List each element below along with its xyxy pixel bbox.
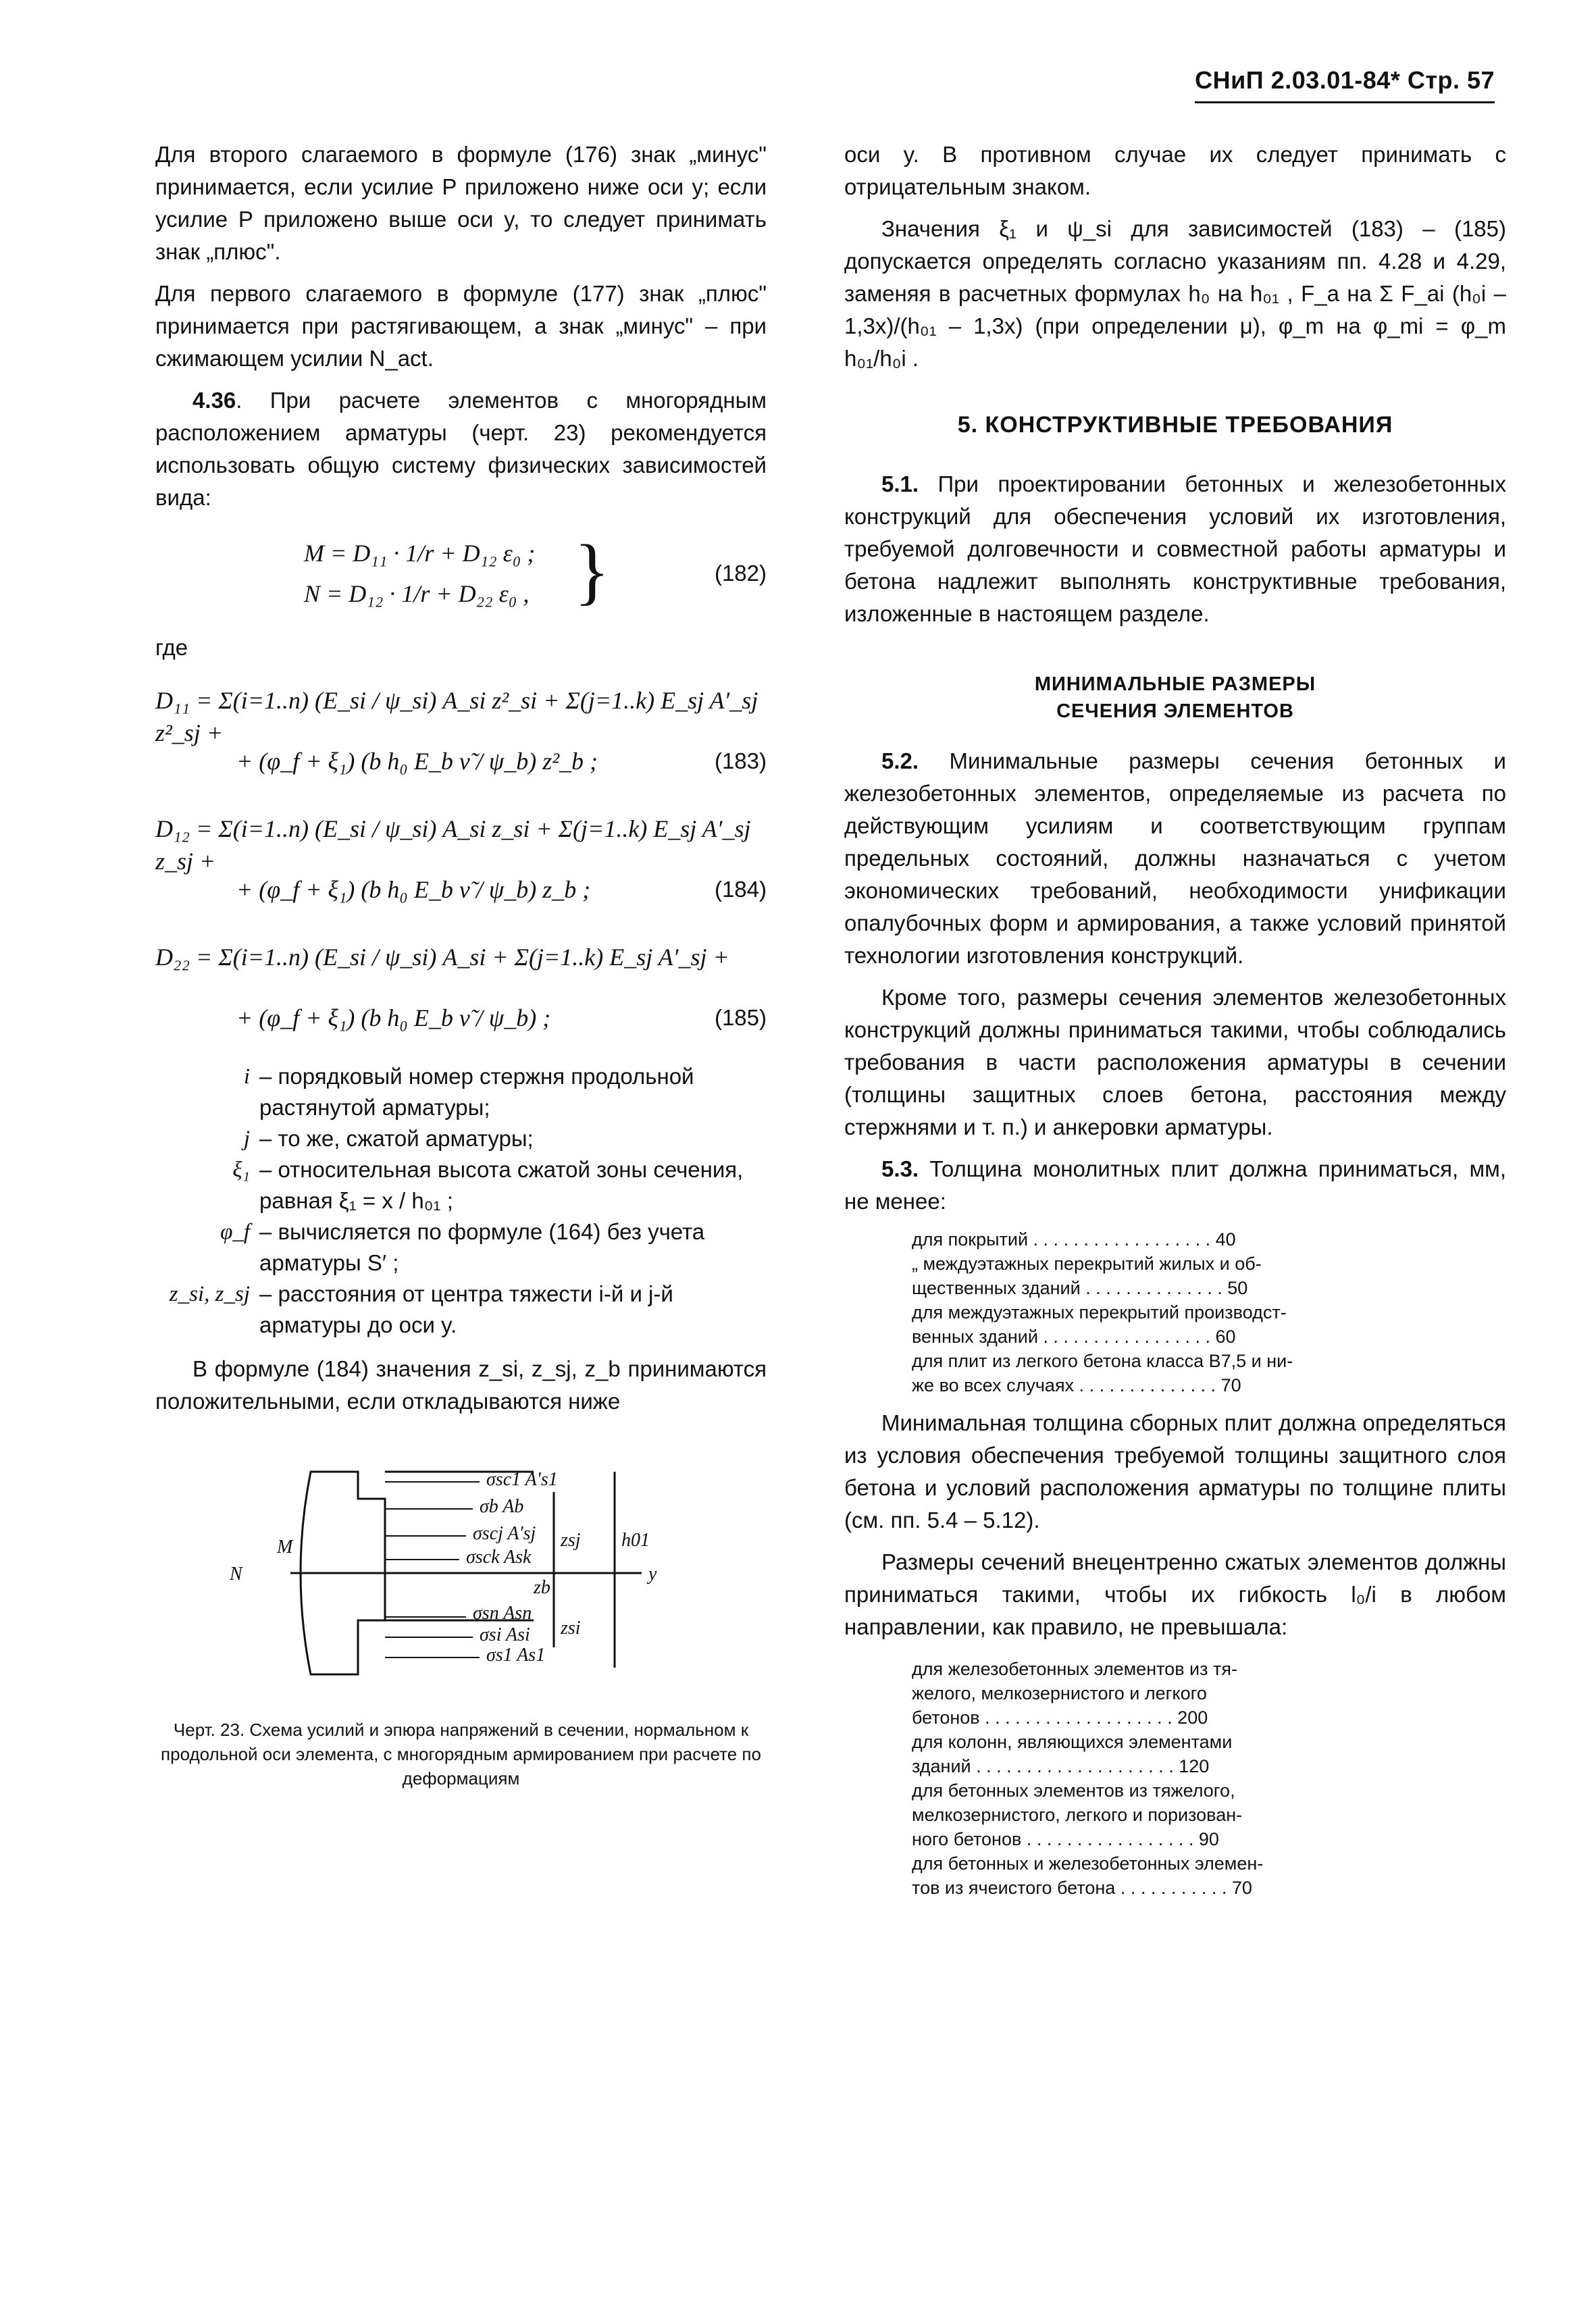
- clause-number: 4.36: [192, 388, 236, 413]
- figure-23-diagram: [155, 1445, 767, 1708]
- list-item: щественных зданий . . . . . . . . . . . . . . 50: [912, 1278, 1248, 1298]
- figure-23-caption: Черт. 23. Схема усилий и эпюра напряжений в сечении, нормальном к продольной оси элемента, с многорядным армированием при расчете по деформациям: [161, 1720, 761, 1789]
- definition-symbol: φ_f: [220, 1220, 250, 1244]
- left-column: [155, 138, 767, 1791]
- formula-185-part2: + (φ_f + ξ₁) (b h₀ E_b ν̃ / ψ_b) ;: [236, 1004, 551, 1031]
- label-sigma-sc1: σsc1 A′s1: [486, 1469, 558, 1490]
- paragraph-5-3: [844, 1153, 1506, 1218]
- label-zsj: zsj: [561, 1530, 581, 1551]
- formula-183-line2: [155, 731, 767, 792]
- formula-182-line2: N = D₁₂ · 1/r + D₂₂ ε₀ ,: [304, 580, 530, 607]
- label-h01: h01: [621, 1530, 650, 1551]
- clause-text: При проектировании бетонных и железобетонных конструкций для обеспечения условий их изготовления, требуемой долговечности и совместной работы арматуры и бетона надлежит выполнять конструктивные требования, изложенные в настоящем разделе.: [844, 471, 1507, 626]
- list-item: венных зданий . . . . . . . . . . . . . . . . . 60: [912, 1327, 1236, 1347]
- label-sigma-sck: σsck Ask: [466, 1547, 532, 1568]
- definition-symbol: i: [243, 1064, 250, 1089]
- page-header: СНиП 2.03.01-84* Стр. 57: [1195, 66, 1495, 103]
- list-item: для плит из легкого бетона класса В7,5 и ни-: [912, 1351, 1293, 1371]
- formula-183-line1: [155, 671, 767, 746]
- formula-183-part1: D₁₁ = Σ(i=1..n) (E_si / ψ_si) A_si z²_si + Σ(j=1..k) E_sj A′_sj z²_sj +: [155, 687, 758, 746]
- right-column: [844, 138, 1506, 1900]
- clause-text: Минимальные размеры сечения бетонных и железобетонных элементов, определяемые из расчета по действующим усилиям и соответствующим группам предельных состояний, должны назначаться с учетом экономических требований, необходимости унификации опалубочных форм и армирования, а также условий принятой технологии изготовления конструкций.: [844, 748, 1506, 968]
- formula-185-part1: D₂₂ = Σ(i=1..n) (E_si / ψ_si) A_si + Σ(j=1..k) E_sj A′_sj +: [155, 944, 729, 971]
- definition-item: [155, 1061, 767, 1123]
- label-sigma-b: σb Ab: [480, 1496, 524, 1517]
- paragraph-5-1: [844, 468, 1506, 630]
- section-heading-5: 5. КОНСТРУКТИВНЫЕ ТРЕБОВАНИЯ: [957, 412, 1393, 438]
- paragraph-sign-177: Для первого слагаемого в формуле (177) знак „плюс" принимается при растягивающем, а знак „минус" – при сжимающем усилии N_act.: [155, 281, 767, 371]
- definition-symbol: ξ₁: [232, 1158, 250, 1182]
- paragraph-precast-slabs: Минимальная толщина сборных плит должна определяться из условия обеспечения требуемой толщины защитного слоя бетона и условий расположения арматуры по толщине плиты (см. пп. 5.4 – 5.12).: [844, 1410, 1506, 1533]
- slab-thickness-list: [912, 1227, 1439, 1397]
- paragraph-xi-psi: Значения ξ₁ и ψ_si для зависимостей (183) – (185) допускается определять согласно указаниям пп. 4.28 и 4.29, заменяя в расчетных формулах h₀ на h₀₁ , F_a на Σ F_ai (h₀i – 1,3x)/(h₀₁ – 1,3x) (при определении μ), φ_m на φ_mi = φ_m h₀₁/h₀i .: [844, 216, 1506, 371]
- list-item: мелкозернистого, легкого и поризован-: [912, 1805, 1243, 1825]
- formula-183-number: (183): [714, 748, 767, 773]
- clause-number: 5.2.: [881, 748, 919, 773]
- paragraph-sign-176: Для второго слагаемого в формуле (176) знак „минус" принимается, если усилие P приложено ниже оси y; если усилие P приложено выше оси y, то следует принимать знак „плюс".: [155, 142, 767, 264]
- definition-item: [155, 1279, 767, 1341]
- formula-184-number: (184): [714, 877, 767, 902]
- formula-182-number: (182): [714, 561, 767, 586]
- clause-number: 5.1.: [881, 471, 919, 496]
- list-item: для колонн, являющихся элементами: [912, 1732, 1233, 1752]
- paragraph-formula-184-note: В формуле (184) значения z_si, z_sj, z_b принимаются положительными, если откладываются ниже: [155, 1356, 767, 1414]
- formula-184-part1: D₁₂ = Σ(i=1..n) (E_si / ψ_si) A_si z_si + Σ(j=1..k) E_sj A′_sj z_sj +: [155, 815, 751, 875]
- list-item: для междуэтажных перекрытий производст-: [912, 1302, 1287, 1322]
- list-item: „ междуэтажных перекрытий жилых и об-: [912, 1254, 1262, 1274]
- formula-184-part2: + (φ_f + ξ₁) (b h₀ E_b ν̃ / ψ_b) z_b ;: [236, 876, 591, 903]
- label-normal-force: N: [230, 1564, 242, 1585]
- list-item: ного бетонов . . . . . . . . . . . . . . . . . 90: [912, 1829, 1219, 1849]
- subsection-heading-line1: МИНИМАЛЬНЫЕ РАЗМЕРЫ: [1034, 673, 1316, 695]
- subsection-heading: [844, 671, 1506, 725]
- where-label: где: [155, 635, 188, 660]
- definition-symbol: z_si, z_sj: [169, 1282, 250, 1306]
- label-moment: M: [277, 1537, 293, 1558]
- formula-184-line2: [155, 860, 767, 921]
- formula-184-line1: [155, 799, 767, 875]
- list-item: бетонов . . . . . . . . . . . . . . . . . . . 200: [912, 1707, 1208, 1728]
- label-sigma-sn: σsn Asn: [473, 1603, 532, 1624]
- label-sigma-si: σsi Asi: [480, 1624, 530, 1645]
- list-item: для бетонных элементов из тяжелого,: [912, 1780, 1235, 1801]
- definition-item: [155, 1123, 767, 1154]
- label-zsi: zsi: [561, 1618, 581, 1639]
- definitions-list: [155, 1061, 767, 1341]
- list-item: для железобетонных элементов из тя-: [912, 1659, 1237, 1679]
- definition-text: – относительная высота сжатой зоны сечения, равная ξ₁ = x / h₀₁ ;: [259, 1157, 744, 1213]
- label-sigma-scj: σscj A′sj: [473, 1523, 536, 1544]
- formula-182: [155, 523, 767, 625]
- paragraph-slenderness: Размеры сечений внецентренно сжатых элементов должны приниматься такими, чтобы их гибкость l₀/i в любом направлении, как правило, не превышала:: [844, 1549, 1506, 1639]
- formula-185-number: (185): [714, 1005, 767, 1030]
- paragraph-sign-continuation: оси y. В противном случае их следует принимать с отрицательным знаком.: [844, 142, 1506, 199]
- formula-183-part2: + (φ_f + ξ₁) (b h₀ E_b ν̃ / ψ_b) z²_b ;: [236, 748, 598, 775]
- formula-185-line1: [155, 927, 767, 981]
- clause-text: . При расчете элементов с многорядным расположением арматуры (черт. 23) рекомендуется использовать общую систему физических зависимостей вида:: [155, 388, 767, 510]
- list-item: желого, мелкозернистого и легкого: [912, 1683, 1207, 1703]
- subsection-heading-line2: СЕЧЕНИЯ ЭЛЕМЕНТОВ: [1056, 700, 1294, 722]
- label-axis-y: y: [648, 1564, 657, 1585]
- paragraph-5-2-continued: Кроме того, размеры сечения элементов железобетонных конструкций должны приниматься такими, чтобы соблюдались требования в части расположения арматуры в сечении (толщины защитных слоев бетона, расстояния между стержнями и т. п.) и анкеровки арматуры.: [844, 985, 1506, 1139]
- list-item: же во всех случаях . . . . . . . . . . . . . . 70: [912, 1375, 1241, 1395]
- paragraph-4-36: [155, 384, 767, 514]
- list-item: зданий . . . . . . . . . . . . . . . . . . . . 120: [912, 1756, 1210, 1776]
- clause-number: 5.3.: [881, 1156, 919, 1181]
- label-sigma-s1: σs1 As1: [486, 1645, 546, 1666]
- formula-185-line2: [155, 988, 767, 1049]
- formula-182-line1: M = D₁₁ · 1/r + D₁₂ ε₀ ;: [304, 540, 536, 567]
- paragraph-5-2: [844, 745, 1506, 972]
- definition-symbol: j: [243, 1127, 250, 1151]
- list-item: тов из ячеистого бетона . . . . . . . . . . . 70: [912, 1878, 1252, 1898]
- label-zb: zb: [534, 1577, 550, 1598]
- slenderness-list: [912, 1657, 1439, 1900]
- definition-text: – порядковый номер стержня продольной растянутой арматуры;: [259, 1064, 694, 1120]
- definition-text: – вычисляется по формуле (164) без учета арматуры S′ ;: [259, 1219, 705, 1275]
- clause-text: Толщина монолитных плит должна приниматься, мм, не менее:: [844, 1156, 1507, 1214]
- formula-brace: }: [574, 530, 610, 612]
- list-item: для покрытий . . . . . . . . . . . . . . . . . . 40: [912, 1229, 1236, 1250]
- list-item: для бетонных и железобетонных элемен-: [912, 1853, 1264, 1874]
- definition-text: – расстояния от центра тяжести i-й и j-й арматуры до оси y.: [259, 1281, 673, 1337]
- definition-item: [155, 1154, 767, 1216]
- definition-item: [155, 1216, 767, 1279]
- definition-text: – то же, сжатой арматуры;: [259, 1126, 534, 1151]
